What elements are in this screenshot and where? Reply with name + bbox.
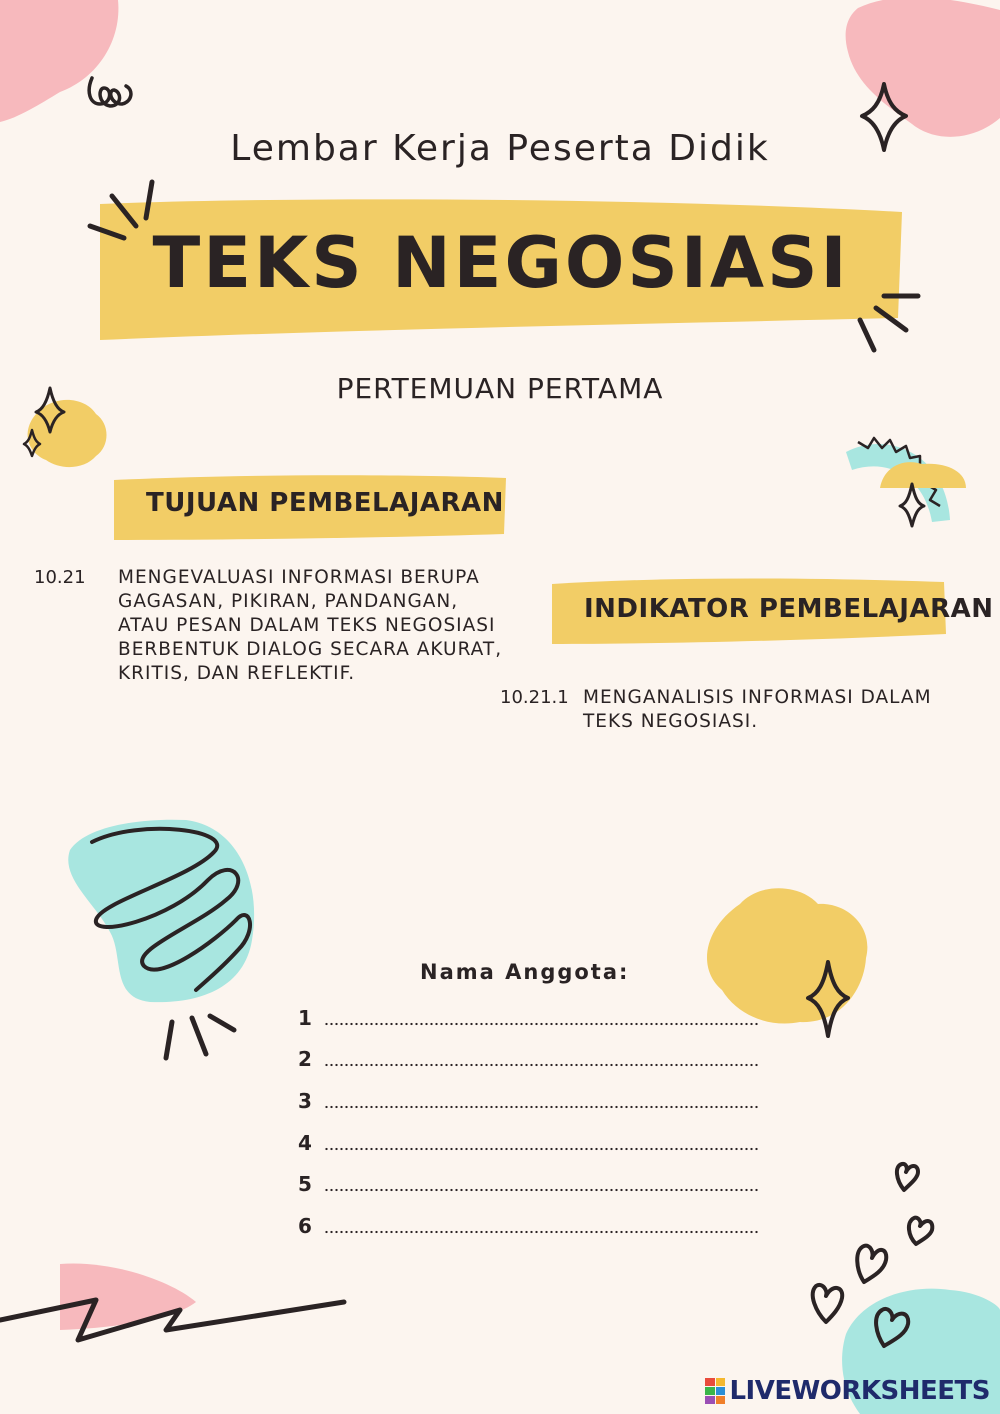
worksheet-subtitle: Lembar Kerja Peserta Didik [230, 128, 770, 169]
pink-blob-top-right [846, 0, 1000, 137]
member-name-line[interactable] [324, 1063, 760, 1067]
member-number: 6 [298, 1214, 312, 1238]
squiggle-top-left [89, 78, 131, 106]
member-number: 4 [298, 1131, 312, 1155]
page-title: TEKS NEGOSIASI [152, 222, 850, 304]
heart-icon [857, 1246, 886, 1282]
accent-lines-bottom-left [166, 1016, 234, 1058]
member-name-line[interactable] [324, 1022, 760, 1026]
liveworksheets-brand[interactable] [705, 1376, 990, 1406]
heart-icon [909, 1218, 932, 1244]
member-name-line[interactable] [324, 1188, 760, 1192]
member-row[interactable] [290, 1000, 760, 1030]
meeting-label: PERTEMUAN PERTAMA [336, 372, 664, 405]
member-row[interactable] [290, 1208, 760, 1238]
indicators-text: MENGANALISIS INFORMASI DALAM TEKS NEGOSIASI. [583, 687, 932, 732]
member-row[interactable] [290, 1125, 760, 1155]
objectives-heading: TUJUAN PEMBELAJARAN [146, 488, 504, 518]
member-row[interactable] [290, 1041, 760, 1071]
member-number: 3 [298, 1089, 312, 1113]
objectives-text: MENGEVALUASI INFORMASI BERUPA GAGASAN, PIKIRAN, PANDANGAN, ATAU PESAN DALAM TEKS NEGOSIASI BERBENTUK DIALOG SECARA AKURAT, KRITIS, DAN REFLEKTIF. [118, 567, 503, 684]
members-title: Nama Anggota: [420, 960, 630, 984]
indicators-heading: INDIKATOR PEMBELAJARAN [584, 594, 994, 624]
member-name-line[interactable] [324, 1230, 760, 1234]
liveworksheets-logo-icon [705, 1378, 725, 1404]
heart-icon [813, 1285, 842, 1322]
brand-name: LIVEWORKSHEETS [729, 1376, 990, 1406]
member-name-line[interactable] [324, 1147, 760, 1151]
heart-icon [897, 1164, 918, 1190]
member-name-line[interactable] [324, 1105, 760, 1109]
member-row[interactable] [290, 1083, 760, 1113]
member-number: 2 [298, 1047, 312, 1071]
member-row[interactable] [290, 1166, 760, 1196]
member-number: 5 [298, 1172, 312, 1196]
member-number: 1 [298, 1006, 312, 1030]
objectives-code: 10.21 [34, 567, 86, 588]
indicators-code: 10.21.1 [500, 687, 569, 708]
